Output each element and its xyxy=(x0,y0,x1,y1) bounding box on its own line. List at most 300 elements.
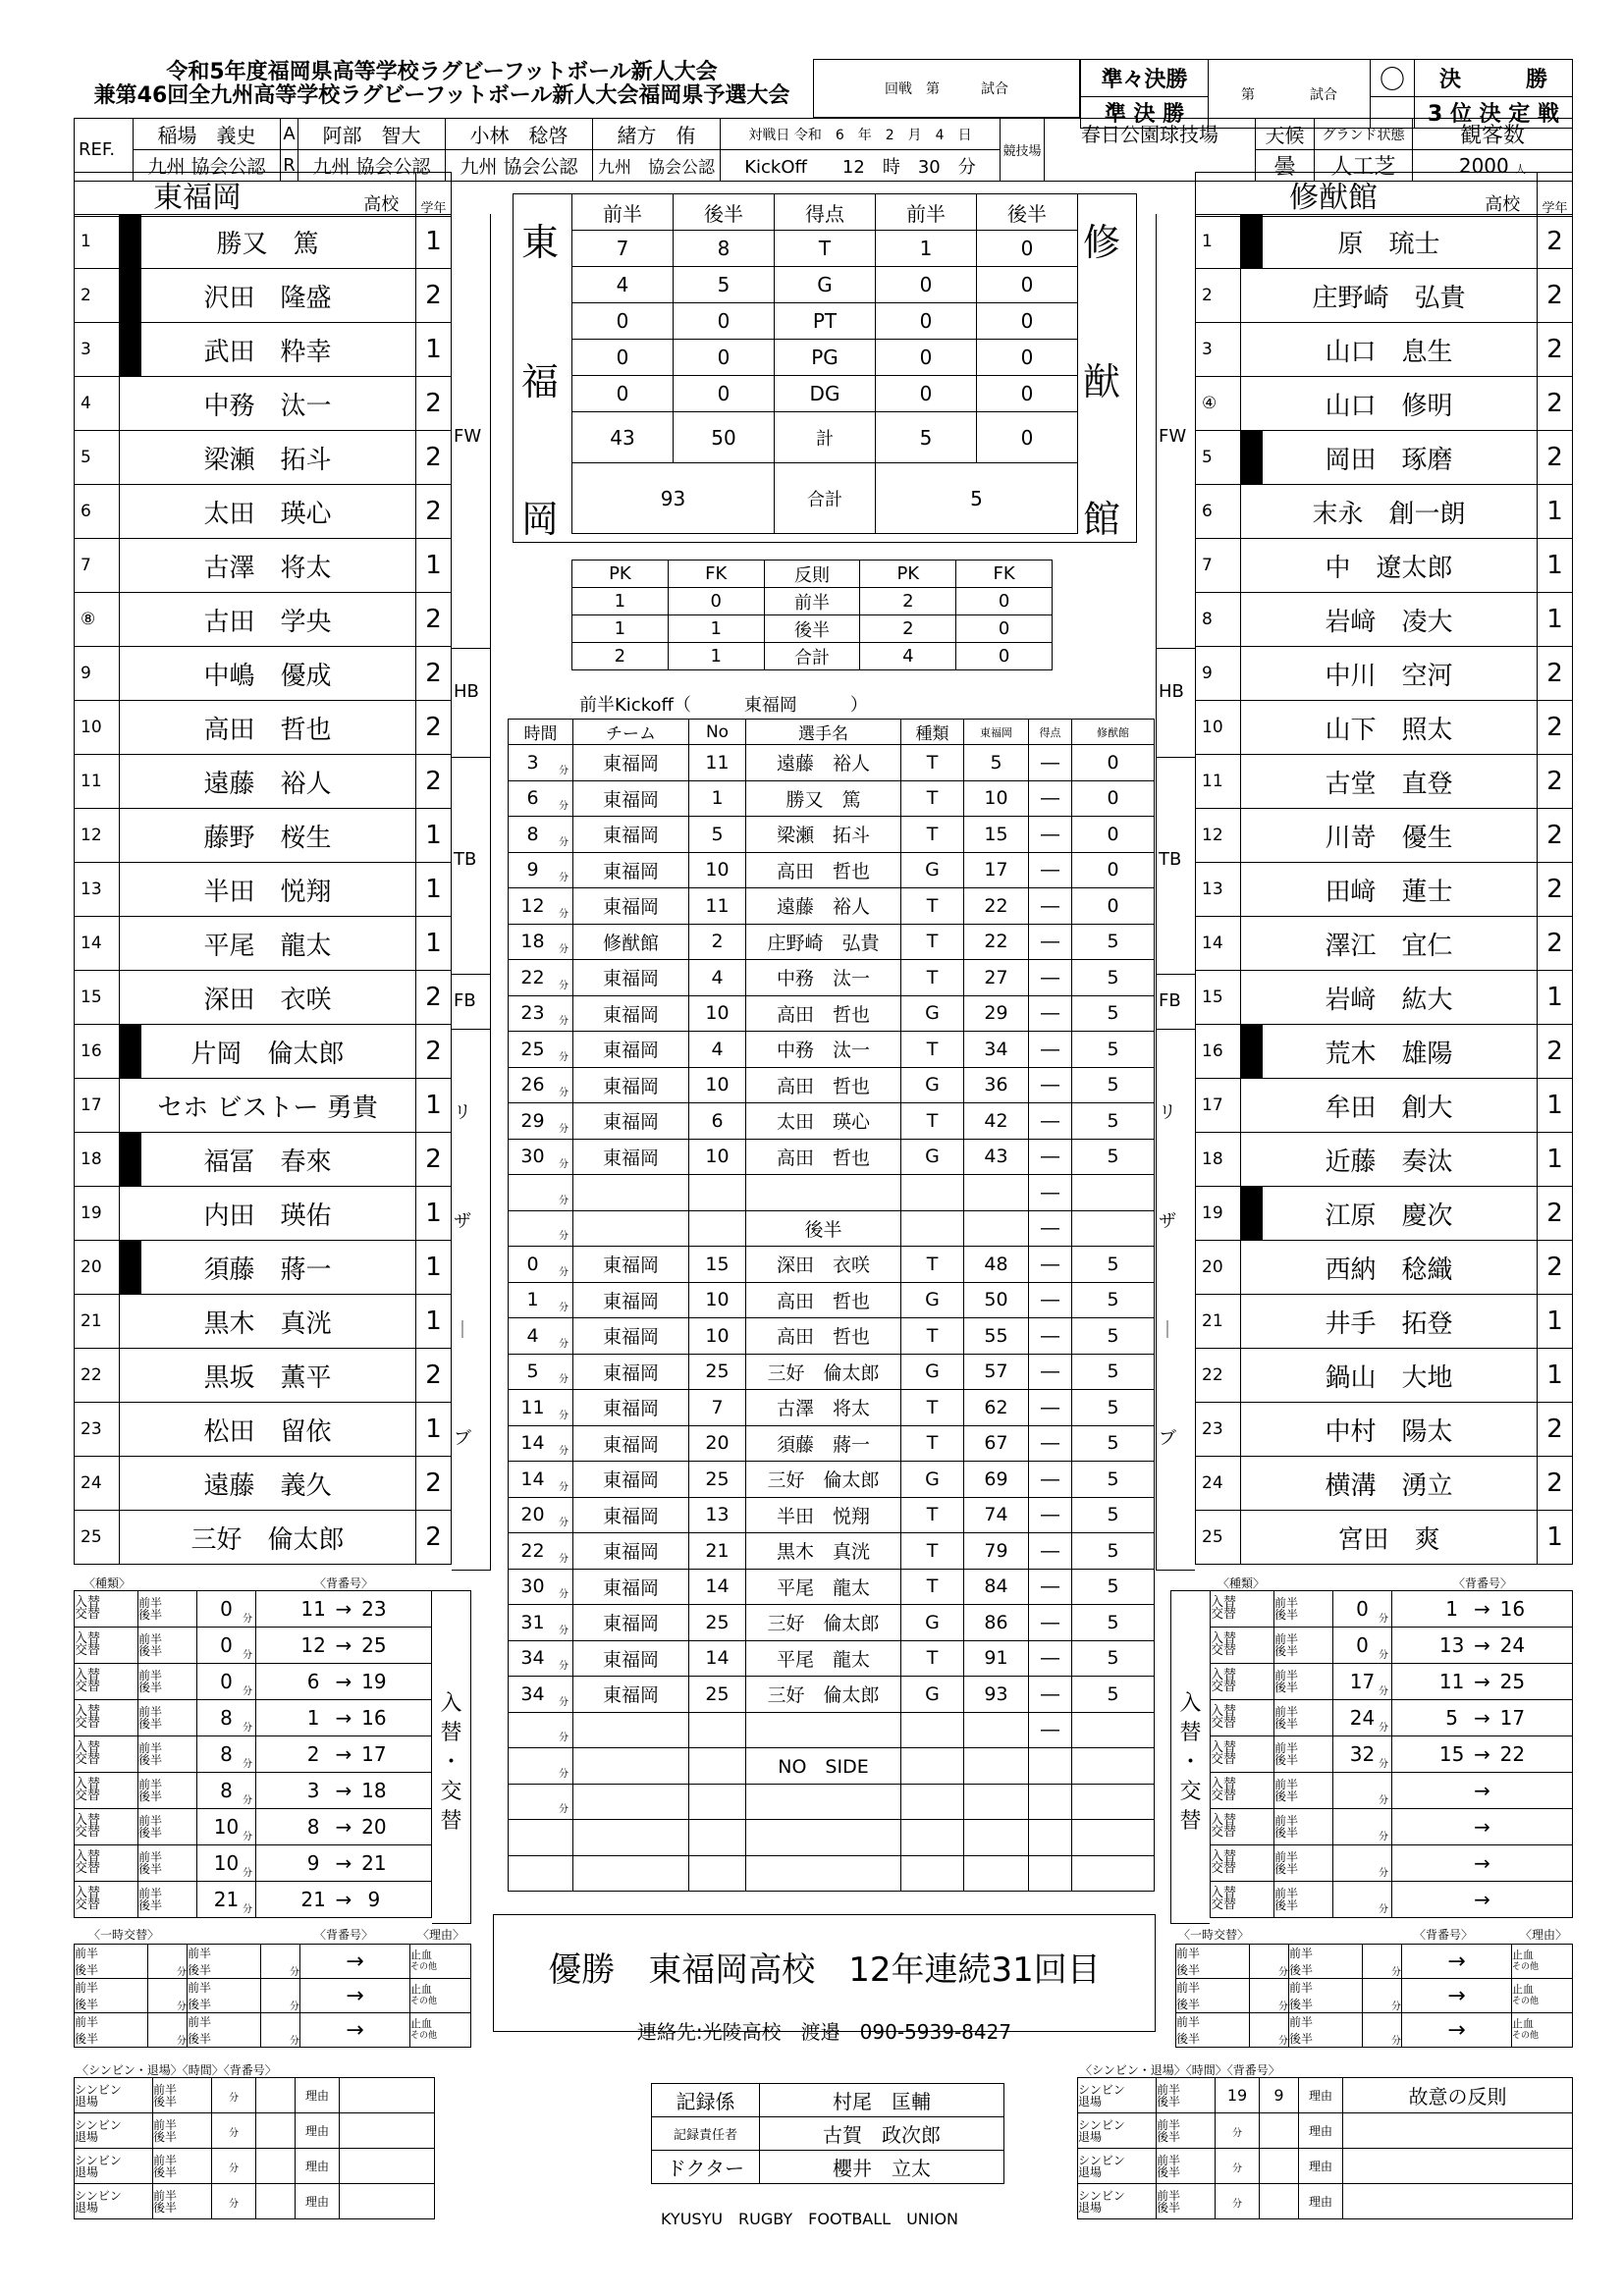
temp-minute: 分 xyxy=(148,2013,188,2048)
sub-kind xyxy=(75,1773,138,1809)
spectators-label: 観客数 xyxy=(1413,119,1573,150)
sinbin-row xyxy=(1078,2078,1573,2113)
sub-on: 21 xyxy=(361,1851,387,1875)
sinbin-reason-label: 理由 xyxy=(1299,2184,1343,2219)
sub-in-label: 入替 xyxy=(1211,1704,1237,1719)
temp-minute: 分 xyxy=(148,1945,188,1979)
log-minute xyxy=(509,1354,573,1390)
log-cell: T xyxy=(901,1533,964,1570)
right-first-half-sum: 5 xyxy=(876,412,977,463)
right-team-header xyxy=(1195,172,1573,217)
log-cell: 10 xyxy=(689,1067,746,1103)
log-cell: 86 xyxy=(964,1605,1029,1641)
player-row xyxy=(75,1457,452,1511)
sub-in-label: 入替 xyxy=(75,1777,101,1791)
log-minute-unit: 分 xyxy=(559,944,568,955)
player-grade: 2 xyxy=(1538,1025,1573,1079)
sub-half xyxy=(1274,1628,1333,1664)
temp-reason xyxy=(410,1979,471,2013)
player-grade: 1 xyxy=(416,1079,452,1133)
player-name-cell xyxy=(1241,1295,1538,1349)
sub-kind xyxy=(75,1700,138,1736)
log-minute-value: 5 xyxy=(526,1361,539,1383)
player-row xyxy=(1196,701,1573,755)
player-row xyxy=(75,485,452,539)
log-cell xyxy=(964,1175,1029,1211)
log-cell: 7 xyxy=(689,1390,746,1426)
sub-half xyxy=(138,1591,197,1628)
subs-vertical-char: ・ xyxy=(440,1750,462,1775)
player-row xyxy=(1196,485,1573,539)
log-minute xyxy=(509,1425,573,1462)
sub-kind xyxy=(1211,1845,1274,1882)
log-minute-unit: 分 xyxy=(559,836,568,848)
right-temp-title: 〈一時交替〉 xyxy=(1178,1928,1250,1942)
sub-minute-unit: 分 xyxy=(243,1723,252,1734)
player-grade: 1 xyxy=(416,1187,452,1241)
log-cell: ― xyxy=(1029,817,1072,853)
match-no: 第 試合 xyxy=(1209,60,1371,129)
player-number: ④ xyxy=(1196,377,1241,431)
sub-half-1: 前半 xyxy=(1274,1632,1299,1646)
log-cell xyxy=(964,1210,1029,1247)
log-row xyxy=(509,1497,1155,1533)
log-cell: 0 xyxy=(1072,780,1155,817)
sub-half-1: 前半 xyxy=(138,1596,163,1610)
sub-in-label: 入替 xyxy=(1211,1849,1237,1864)
log-cell: 10 xyxy=(689,1282,746,1318)
sub-half-2: 後半 xyxy=(1274,1862,1299,1876)
sub-in-label: 入替 xyxy=(75,1740,101,1755)
sub-off: 3 xyxy=(306,1779,320,1802)
score-cell: 0 xyxy=(977,267,1078,303)
player-row xyxy=(1196,917,1573,971)
log-row xyxy=(509,1605,1155,1641)
player-name-cell xyxy=(120,1457,416,1511)
sub-on: 20 xyxy=(361,1815,387,1839)
temp-half-1: 前半 xyxy=(1289,1981,1314,1995)
log-cell: 東福岡 xyxy=(573,1139,689,1175)
temp-minute-b: 分 xyxy=(261,1979,300,2013)
exit-label: 退場 xyxy=(75,2164,99,2179)
log-row xyxy=(509,780,1155,817)
log-cell: 東福岡 xyxy=(573,745,689,781)
temp-half xyxy=(1176,1979,1250,2013)
log-cell: 古澤 将太 xyxy=(746,1390,901,1426)
sub-on: 24 xyxy=(1499,1633,1526,1657)
log-minute-unit: 分 xyxy=(559,1553,568,1565)
subs-vertical-char: 替 xyxy=(440,1721,462,1745)
log-minute xyxy=(509,1175,573,1211)
sub-half xyxy=(138,1845,197,1882)
log-cell: 5 xyxy=(1072,1318,1155,1355)
log-cell: 中務 汰一 xyxy=(746,1032,901,1068)
sinbin-reason-label: 理由 xyxy=(296,2149,340,2184)
player-name-cell xyxy=(120,647,416,701)
sinbin-half-2: 後半 xyxy=(1157,2129,1181,2144)
player-row xyxy=(1196,1079,1573,1133)
log-cell: 55 xyxy=(964,1318,1029,1355)
log-cell: 東福岡 xyxy=(573,780,689,817)
sub-out-label: 交替 xyxy=(75,1789,101,1803)
player-number: 24 xyxy=(75,1457,120,1511)
player-row xyxy=(75,1295,452,1349)
sub-half-1: 前半 xyxy=(1274,1669,1299,1682)
player-grade: 1 xyxy=(1538,971,1573,1025)
right-player-table xyxy=(1195,214,1573,1565)
log-cell xyxy=(901,1820,964,1856)
arrow-icon: → xyxy=(335,1851,352,1875)
subs-vertical-char: 入 xyxy=(1179,1691,1202,1716)
sinbin-kind xyxy=(75,2113,153,2149)
player-grade: 1 xyxy=(1538,539,1573,593)
right-temp-reason: 〈理由〉 xyxy=(1520,1928,1568,1942)
log-row xyxy=(509,1712,1155,1748)
sub-out-label: 交替 xyxy=(1211,1752,1237,1767)
sub-half-2: 後半 xyxy=(1274,1753,1299,1767)
player-grade: 1 xyxy=(416,539,452,593)
sub-numbers xyxy=(256,1628,432,1664)
temp-half-1: 前半 xyxy=(188,2015,212,2029)
log-minute-unit: 分 xyxy=(559,1016,568,1027)
player-number: 25 xyxy=(1196,1511,1241,1565)
sub-row xyxy=(1211,1809,1573,1845)
player-row xyxy=(1196,1187,1573,1241)
starter-bar xyxy=(120,1241,141,1294)
sub-minute-unit: 分 xyxy=(1379,1650,1388,1661)
temp-reason-blood: 止血 xyxy=(1512,1949,1534,1961)
player-name: 岡田 琢磨 xyxy=(1325,445,1453,475)
sub-minute-unit: 分 xyxy=(1379,1614,1388,1625)
ground: 人工芝 xyxy=(1315,150,1413,182)
sub-half-1: 前半 xyxy=(1274,1778,1299,1791)
score-cell: DG xyxy=(775,376,876,412)
log-cell: 深田 衣咲 xyxy=(746,1247,901,1283)
player-row xyxy=(1196,593,1573,647)
player-number: 10 xyxy=(1196,701,1241,755)
log-minute-unit: 分 xyxy=(559,1374,568,1385)
log-cell: 5 xyxy=(1072,1569,1155,1605)
player-number: 7 xyxy=(1196,539,1241,593)
referee: 稲場 義史 xyxy=(134,119,281,150)
temp-reason-blood: 止血 xyxy=(1512,1983,1534,1996)
sub-numbers xyxy=(256,1591,432,1628)
log-cell xyxy=(1072,1210,1155,1247)
sub-half xyxy=(1274,1882,1333,1918)
player-name: 勝又 篤 xyxy=(216,229,319,259)
sub-numbers xyxy=(256,1809,432,1845)
log-cell xyxy=(689,1712,746,1748)
position-label-right: FB xyxy=(1159,989,1181,1011)
log-minute-value: 11 xyxy=(520,1396,545,1418)
player-grade: 2 xyxy=(416,1457,452,1511)
sinbin-label: シンビン xyxy=(75,2188,122,2203)
player-name-cell xyxy=(1241,1403,1538,1457)
player-grade: 1 xyxy=(416,1403,452,1457)
player-number: 3 xyxy=(1196,323,1241,377)
sub-kind xyxy=(75,1591,138,1628)
log-cell: T xyxy=(901,1390,964,1426)
sub-on: 22 xyxy=(1499,1742,1526,1766)
sub-on: 19 xyxy=(361,1670,387,1693)
player-name: 澤江 宜仁 xyxy=(1325,931,1453,961)
log-cell: 25 xyxy=(689,1354,746,1390)
temp-half-1: 前半 xyxy=(188,1981,212,1995)
player-grade: 2 xyxy=(1538,431,1573,485)
log-cell: ― xyxy=(1029,1103,1072,1140)
sub-row xyxy=(75,1773,432,1809)
log-cell: 50 xyxy=(964,1282,1029,1318)
temp-reason xyxy=(1512,2013,1573,2048)
penalty-cell: 2 xyxy=(860,615,956,643)
log-cell: 5 xyxy=(1072,924,1155,960)
position-label-left: HB xyxy=(454,680,479,702)
log-head-cell: 選手名 xyxy=(746,720,901,745)
log-head-cell: No xyxy=(689,720,746,745)
player-name-cell xyxy=(1241,1457,1538,1511)
log-cell: T xyxy=(901,1318,964,1355)
log-minute-value: 8 xyxy=(526,823,539,845)
log-cell: 4 xyxy=(689,960,746,996)
player-name-cell xyxy=(1241,431,1538,485)
sinbin-half-2: 後半 xyxy=(153,2129,178,2144)
sub-half-2: 後半 xyxy=(138,1717,163,1731)
log-cell: T xyxy=(901,960,964,996)
player-row xyxy=(75,593,452,647)
player-grade: 2 xyxy=(1538,269,1573,323)
player-grade: 1 xyxy=(416,1295,452,1349)
log-cell: ― xyxy=(1029,1067,1072,1103)
player-name: 遠藤 義久 xyxy=(203,1470,332,1501)
log-cell: 高田 哲也 xyxy=(746,1067,901,1103)
right-sinbin-table xyxy=(1077,2077,1573,2219)
log-cell: 25 xyxy=(689,1677,746,1713)
left-subs-table xyxy=(74,1590,432,1918)
sub-out-label: 交替 xyxy=(1211,1643,1237,1658)
log-cell: 東福岡 xyxy=(573,1354,689,1390)
player-name: 宮田 爽 xyxy=(1337,1524,1440,1555)
sub-in-label: 入替 xyxy=(75,1813,101,1828)
sub-row xyxy=(1211,1591,1573,1628)
arrow-icon: → xyxy=(335,1779,352,1802)
score-cell: T xyxy=(775,231,876,267)
temp-half xyxy=(75,1979,148,2013)
temp-reason-other: その他 xyxy=(410,2031,438,2041)
log-cell: ― xyxy=(1029,780,1072,817)
position-label-right: リ xyxy=(1159,1102,1176,1124)
sinbin-reason xyxy=(340,2184,435,2219)
log-cell: 10 xyxy=(964,780,1029,817)
arrow-icon: → xyxy=(1474,1597,1490,1621)
sub-half-1: 前半 xyxy=(1274,1741,1299,1755)
player-name-cell xyxy=(1241,1079,1538,1133)
temp-half xyxy=(1176,1945,1250,1979)
sub-on: 25 xyxy=(361,1633,387,1657)
log-minute xyxy=(509,1462,573,1498)
log-cell: 4 xyxy=(689,1032,746,1068)
right-subs-table xyxy=(1210,1590,1573,1918)
player-name-cell xyxy=(120,755,416,809)
temp-minute-b: 分 xyxy=(1363,2013,1402,2048)
log-minute-value: 34 xyxy=(520,1682,545,1705)
sinbin-minute-unit: 分 xyxy=(1232,2163,1242,2174)
total-label: 合計 xyxy=(775,463,876,534)
temp-row xyxy=(1176,2013,1573,2048)
temp-half-2: 後半 xyxy=(75,1963,99,1977)
log-minute xyxy=(509,817,573,853)
log-cell: T xyxy=(901,817,964,853)
player-number: 22 xyxy=(1196,1349,1241,1403)
player-name-cell xyxy=(1241,1187,1538,1241)
sinbin-number xyxy=(256,2184,296,2219)
left-temp-title: 〈一時交替〉 xyxy=(88,1928,160,1942)
log-cell: 三好 倫太郎 xyxy=(746,1462,901,1498)
log-cell: 62 xyxy=(964,1390,1029,1426)
sinbin-minute xyxy=(212,2184,256,2219)
temp-numbers xyxy=(1402,1945,1512,1979)
sub-row xyxy=(1211,1664,1573,1700)
sub-minute xyxy=(197,1845,256,1882)
sub-kind xyxy=(1211,1773,1274,1809)
arrow-icon: → xyxy=(335,1670,352,1693)
contact-text: 連絡先:光陵高校 渡邉 090-5939-8427 xyxy=(636,2020,1012,2044)
log-cell: 5 xyxy=(1072,1282,1155,1318)
position-label-left: ブ xyxy=(454,1428,471,1450)
log-minute xyxy=(509,1748,573,1785)
sub-off: 11 xyxy=(1438,1670,1465,1693)
sub-kind xyxy=(1211,1809,1274,1845)
player-name: 中村 陽太 xyxy=(1325,1416,1453,1447)
log-cell: ― xyxy=(1029,1425,1072,1462)
left-team-name: 東福岡 xyxy=(75,173,348,217)
sinbin-half xyxy=(153,2113,212,2149)
player-name: 古田 学央 xyxy=(203,607,332,637)
temp-half-2: 後半 xyxy=(1289,1963,1314,1977)
sub-half xyxy=(1274,1700,1333,1736)
right-temp-table xyxy=(1175,1944,1573,2048)
log-cell: 高田 哲也 xyxy=(746,995,901,1032)
sub-out-label: 交替 xyxy=(1211,1825,1237,1840)
temp-reason xyxy=(1512,1979,1573,2013)
log-cell: 東福岡 xyxy=(573,817,689,853)
log-row xyxy=(509,1103,1155,1140)
temp-row xyxy=(1176,1979,1573,2013)
score-cell: 0 xyxy=(876,376,977,412)
player-name: 田﨑 蓮士 xyxy=(1325,877,1453,907)
temp-half-2: 後半 xyxy=(1289,2032,1314,2046)
log-cell: 20 xyxy=(689,1425,746,1462)
sub-out-label: 交替 xyxy=(75,1752,101,1767)
sub-numbers xyxy=(1392,1664,1573,1700)
player-name-cell xyxy=(1241,485,1538,539)
sub-half-2: 後半 xyxy=(138,1608,163,1622)
log-cell: 5 xyxy=(1072,1139,1155,1175)
sub-out-label: 交替 xyxy=(1211,1716,1237,1731)
arrow-icon: → xyxy=(335,1633,352,1657)
left-subs-nums-label: 〈背番号〉 xyxy=(314,1576,374,1590)
log-cell: T xyxy=(901,1640,964,1677)
score-cell: 4 xyxy=(572,267,674,303)
sub-on: 23 xyxy=(361,1597,387,1621)
log-cell xyxy=(901,1210,964,1247)
log-cell: 13 xyxy=(689,1497,746,1533)
left-sinbin-table xyxy=(74,2077,435,2219)
left-kanji-2: 福 xyxy=(521,360,560,403)
sinbin-minute xyxy=(1216,2184,1260,2219)
log-cell xyxy=(964,1712,1029,1748)
log-cell xyxy=(1072,1784,1155,1820)
player-number: 16 xyxy=(75,1025,120,1079)
sub-minute xyxy=(1333,1591,1392,1628)
sub-minute-unit: 分 xyxy=(243,1759,252,1770)
score-cell: 0 xyxy=(572,303,674,340)
sub-half-2: 後半 xyxy=(138,1644,163,1658)
log-cell: 79 xyxy=(964,1533,1029,1570)
log-minute-unit: 分 xyxy=(559,765,568,776)
log-cell: 黒木 真洸 xyxy=(746,1533,901,1570)
temp-half-1: 前半 xyxy=(1289,2015,1314,2029)
sinbin-reason-label: 理由 xyxy=(1299,2113,1343,2149)
player-number: 23 xyxy=(75,1403,120,1457)
log-cell xyxy=(573,1210,689,1247)
temp-reason xyxy=(1512,1945,1573,1979)
sub-minute-unit: 分 xyxy=(1379,1686,1388,1697)
player-name-cell xyxy=(120,1511,416,1565)
sub-numbers xyxy=(1392,1628,1573,1664)
player-grade: 1 xyxy=(1538,1079,1573,1133)
log-row xyxy=(509,924,1155,960)
sinbin-half-2: 後半 xyxy=(1157,2094,1181,2109)
arrow-icon: → xyxy=(335,1888,352,1911)
player-name-cell xyxy=(1241,1349,1538,1403)
ar1: 阿部 智大 xyxy=(298,119,446,150)
log-cell: 5 xyxy=(1072,1425,1155,1462)
sub-minute-unit: 分 xyxy=(1379,1832,1388,1842)
sub-minute-value: 0 xyxy=(1356,1633,1369,1657)
player-number: 1 xyxy=(1196,215,1241,269)
sub-minute xyxy=(197,1628,256,1664)
log-minute-value: 14 xyxy=(520,1468,545,1490)
log-head-cell: チーム xyxy=(573,720,689,745)
sub-row xyxy=(75,1664,432,1700)
log-cell: 91 xyxy=(964,1640,1029,1677)
sub-minute-unit: 分 xyxy=(243,1868,252,1879)
player-name: 山口 修明 xyxy=(1325,391,1453,421)
sub-minute-unit: 分 xyxy=(243,1904,252,1915)
temp-half-2: 後半 xyxy=(1176,1998,1201,2011)
sub-minute-value: 0 xyxy=(220,1633,233,1657)
log-minute xyxy=(509,1139,573,1175)
log-cell: 22 xyxy=(964,888,1029,925)
position-divider xyxy=(1156,1029,1195,1030)
sub-half-1: 前半 xyxy=(1274,1705,1299,1719)
sub-half-2: 後半 xyxy=(1274,1681,1299,1694)
log-cell: ― xyxy=(1029,1175,1072,1211)
player-row xyxy=(75,1079,452,1133)
log-row xyxy=(509,1533,1155,1570)
ar2: 小林 稔啓 xyxy=(446,119,593,150)
left-team-suffix: 高校 xyxy=(348,173,416,217)
sinbin-minute-unit: 分 xyxy=(229,2093,239,2104)
sub-off: 5 xyxy=(1445,1706,1458,1730)
sub-minute xyxy=(197,1882,256,1918)
log-cell: 遠藤 裕人 xyxy=(746,888,901,925)
log-cell: 14 xyxy=(689,1640,746,1677)
log-minute xyxy=(509,1533,573,1570)
sub-kind xyxy=(75,1809,138,1845)
log-cell: 東福岡 xyxy=(573,888,689,925)
round-label: 回戦 第 試合 xyxy=(814,60,1080,118)
